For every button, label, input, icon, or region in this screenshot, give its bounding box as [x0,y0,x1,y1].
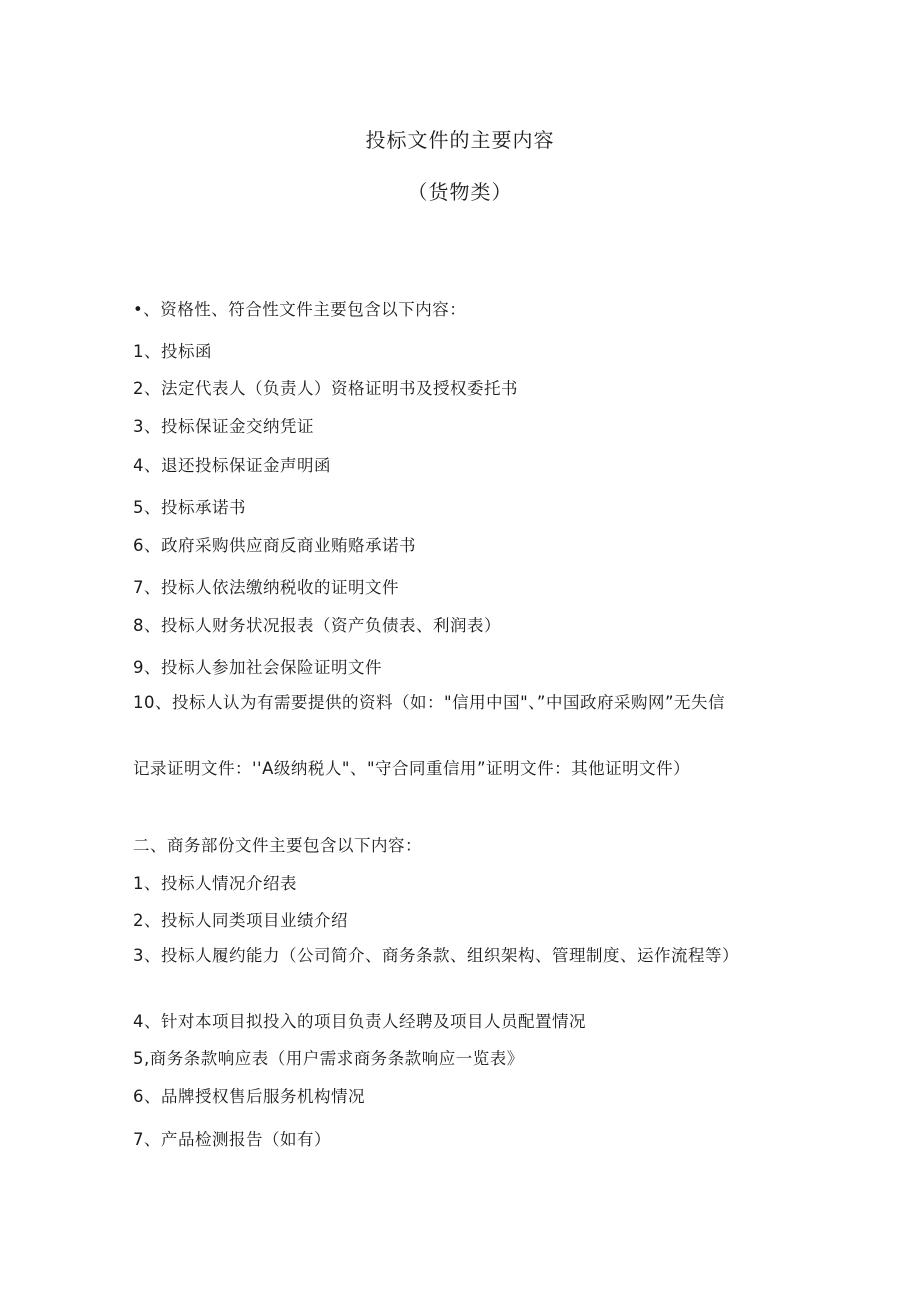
list-item: 8、投标人财务状况报表（资产负债表、利润表） [133,616,501,635]
list-item: 2、投标人同类项目业绩介绍 [133,911,348,930]
document-title: 投标文件的主要内容 [365,128,555,152]
list-item: 6、政府采购供应商反商业贿赂承诺书 [133,536,416,555]
list-item: 2、法定代表人（负责人）资格证明书及授权委托书 [133,379,518,398]
list-item: 1、投标函 [133,342,212,361]
list-item: 10、投标人认为有需要提供的资料（如："信用中国"、”中国政府采购网”无失信 [133,693,726,712]
list-item: 9、投标人参加社会保险证明文件 [133,658,382,677]
section-heading: 二、商务部份文件主要包含以下内容： [133,836,422,855]
section-heading: •、资格性、符合性文件主要包含以下内容： [133,300,467,319]
list-item: 1、投标人情况介绍表 [133,874,297,893]
list-item-continuation: 记录证明文件：''A级纳税人"、"守合同重信用”证明文件：其他证明文件） [133,759,691,778]
list-item: 4、针对本项目拟投入的项目负责人经聘及项目人员配置情况 [133,1012,586,1031]
list-item: 5、投标承诺书 [133,498,246,517]
list-item: 3、投标保证金交纳凭证 [133,417,314,436]
document-subtitle: （货物类） [407,180,513,204]
list-item: 5,商务条款响应表（用户需求商务条款响应一览表》 [133,1049,524,1068]
list-item: 4、退还投标保证金声明函 [133,456,331,475]
list-item: 6、品牌授权售后服务机构情况 [133,1087,365,1106]
list-item: 7、投标人依法缴纳税收的证明文件 [133,578,399,597]
list-item: 7、产品检测报告（如有） [133,1130,331,1149]
list-item: 3、投标人履约能力（公司简介、商务条款、组织架构、管理制度、运作流程等） [133,946,739,965]
